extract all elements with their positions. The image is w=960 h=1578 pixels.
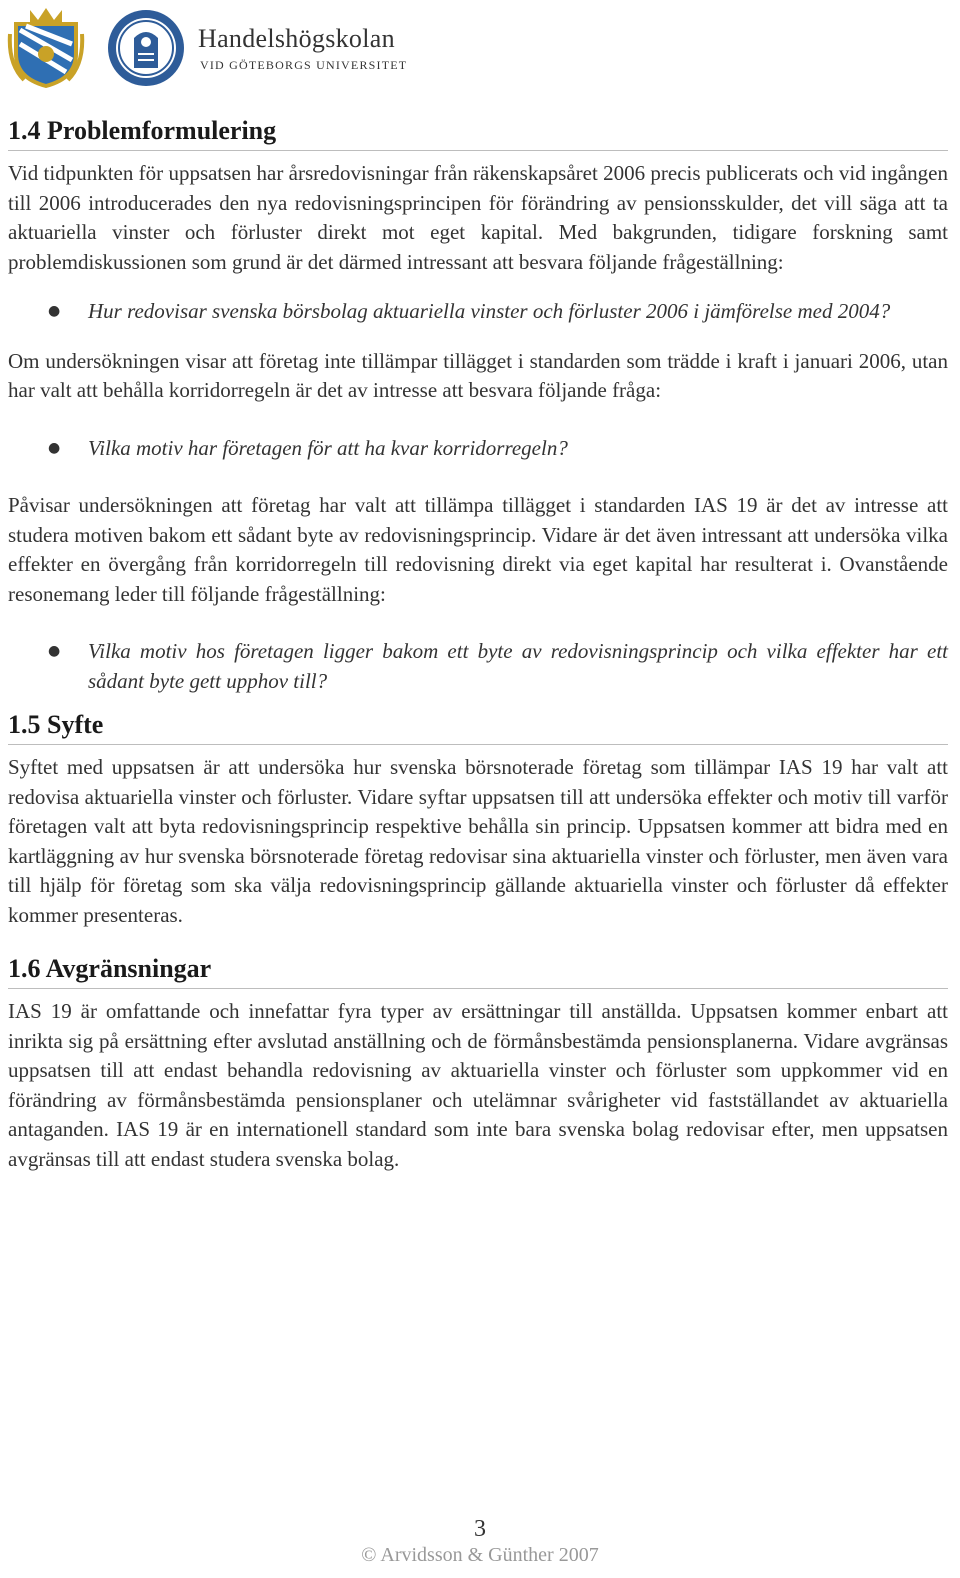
question-list — [8, 297, 948, 327]
heading-rule — [8, 744, 948, 745]
bullet-icon: ● — [48, 303, 61, 319]
gothenburg-crest-icon — [6, 4, 86, 88]
paragraph: Vid tidpunkten för uppsatsen har årsredovisningar från räkenskapsåret 2006 precis publicerats och vid ingången till 2006 introducerades den nya redovisningsprincipen för förändring av pensionsskulder, det vill säga att ta aktuariella vinster och förluster direkt mot eget kapital. Med bakgrunden, tidigare forskning samt problemdiskussionen som grund är det därmed intressant att besvara följande frågeställning: — [8, 161, 948, 274]
section-heading-problem: 1.4 Problemformulering — [8, 116, 277, 145]
paragraph: Om undersökningen visar att företag inte tillämpar tillägget i standarden som trädde i kraft i januari 2006, utan har valt att behålla korridorregeln är det av intresse att besvara följande fråga: — [8, 348, 948, 402]
document-body — [8, 114, 948, 1174]
heading-rule — [8, 150, 948, 151]
question-text: Vilka motiv hos företagen ligger bakom ett byte av redovisningsprincip och vilka effekter har ett sådant byte gett upphov till? — [88, 639, 948, 693]
page-header — [6, 4, 426, 88]
question-text: Hur redovisar svenska börsbolag aktuariella vinster och förluster 2006 i jämförelse med 2004? — [88, 299, 891, 323]
brand-name: Handelshögskolan — [198, 24, 395, 53]
paragraph: Påvisar undersökningen att företag har valt att tillämpa tillägget i standarden IAS 19 är det av intresse att studera motiven bakom ett sådant byte av redovisningsprincip. Vidare är det även intressant att undersöka vilka effekter en övergång från korridorregeln till redovisning direkt via eget kapital har resulterat i. Ovanstående resonemang leder till följande frågeställning: — [8, 493, 948, 606]
list-item — [8, 434, 948, 464]
bullet-icon: ● — [48, 439, 61, 456]
question-list — [8, 637, 948, 696]
paragraph: Syftet med uppsatsen är att undersöka hur svenska börsnoterade företag som tillämpar IAS 19 har valt att redovisa aktuariella vinster och förluster. Vidare syftar uppsatsen till att undersöka effekter och motiv till varför företagen valt att byta redovisningsprincip respektive behålla sin princip. Uppsatsen kommer att bidra med en kartläggning av hur svenska börsnoterade företag redovisar sina aktuariella vinster och förluster, men även vara till hjälp för företag som ska välja redovisningsprincip gällande aktuariella vinster och förluster då effekter kommer presenteras. — [8, 755, 948, 927]
university-seal-icon — [106, 8, 186, 88]
page-number: 3 — [474, 1516, 486, 1542]
list-item — [8, 297, 948, 327]
list-item — [8, 637, 948, 696]
bullet-icon: ● — [48, 643, 61, 659]
question-text: Vilka motiv har företagen för att ha kvar korridorregeln? — [88, 435, 568, 460]
paragraph: IAS 19 är omfattande och innefattar fyra typer av ersättningar till anställda. Uppsatsen kommer enbart att inrikta sig på ersättning efter avslutad anställning och de förmånsbestämda pensionsplanerna. Vidare avgränsas uppsatsen till att endast behandla redovisning av aktuariella vinster och förluster som uppkommer vid en förändring av förmånsbestämda pensionsplaner och utelämnar svårigheter vid fastställandet av aktuariella antaganden. IAS 19 är en internationell standard som inte bara svenska bolag redovisar efter, men uppsatsen avgränsas till att endast studera svenska bolag. — [8, 999, 948, 1171]
brand-subtitle: VID GÖTEBORGS UNIVERSITET — [200, 58, 408, 72]
heading-rule — [8, 988, 948, 989]
section-heading-scope: 1.6 Avgränsningar — [8, 954, 212, 983]
question-list — [8, 434, 948, 464]
copyright-footer: © Arvidsson & Günther 2007 — [361, 1544, 599, 1566]
section-heading-purpose: 1.5 Syfte — [8, 710, 104, 739]
